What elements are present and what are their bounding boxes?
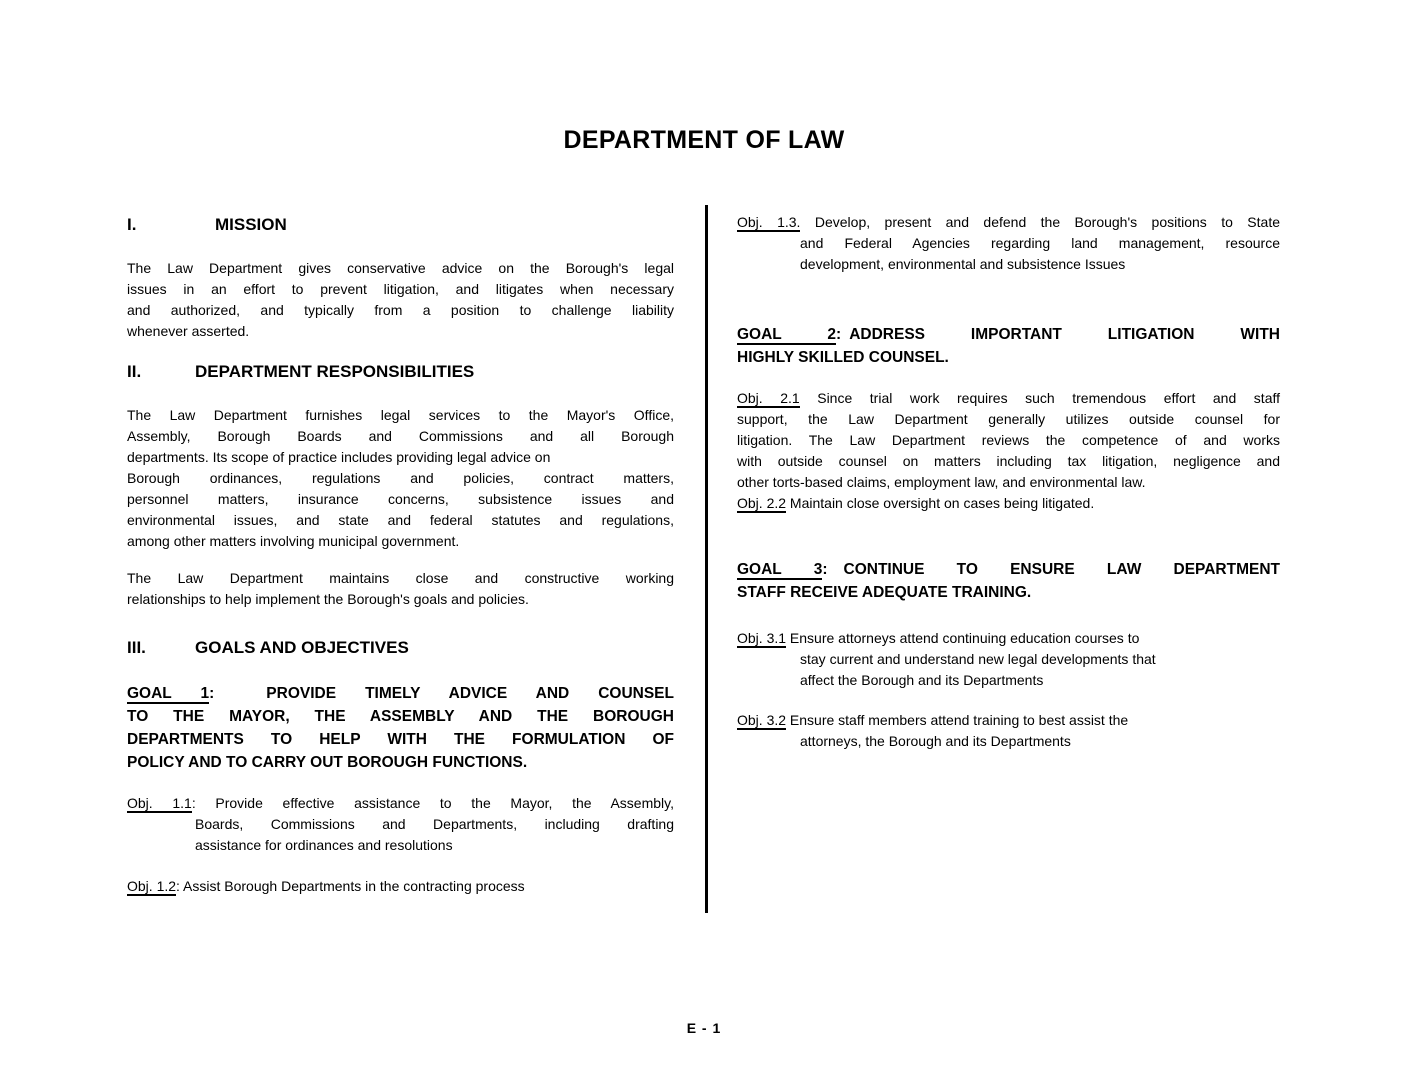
- text-line: Borough ordinances, regulations and policies, contract matters,: [127, 470, 674, 486]
- text-line: STAFF RECEIVE ADEQUATE TRAINING.: [737, 584, 1032, 601]
- heading-numeral: III.: [127, 638, 146, 657]
- text-line: attorneys, the Borough and its Departments: [800, 733, 1071, 749]
- text-line: TO THE MAYOR, THE ASSEMBLY AND THE BOROUGH: [127, 708, 674, 725]
- page-number: E - 1: [686, 1020, 722, 1036]
- text-line: departments. Its scope of practice includes providing legal advice on: [127, 449, 551, 465]
- text-line: Obj. 1.1: Provide effective assistance to the Mayor, the Assembly,: [127, 795, 674, 811]
- text-line: Boards, Commissions and Departments, including drafting: [195, 816, 674, 832]
- underlined-label: GOAL 3: [737, 561, 823, 578]
- text-line: The Law Department maintains close and constructive working: [127, 570, 674, 586]
- underlined-label: Obj. 2.2: [737, 495, 787, 511]
- heading-text: MISSION: [215, 215, 287, 234]
- text-line: Obj. 1.2: Assist Borough Departments in the contracting process: [127, 878, 525, 894]
- objective-3-2: [737, 710, 1280, 752]
- text-line: GOAL 2: ADDRESS IMPORTANT LITIGATION WITH: [737, 326, 1280, 343]
- text-line: POLICY AND TO CARRY OUT BOROUGH FUNCTIONS.: [127, 754, 528, 771]
- objective-3-1: [737, 628, 1280, 691]
- page-title: DEPARTMENT OF LAW: [563, 126, 845, 154]
- text-line: DEPARTMENTS TO HELP WITH THE FORMULATION OF: [127, 731, 674, 748]
- right-column: [737, 205, 1280, 752]
- text-line: Obj. 3.1 Ensure attorneys attend continuing education courses to: [737, 630, 1140, 646]
- underlined-label: GOAL 1: [127, 685, 210, 702]
- left-column: [127, 205, 674, 897]
- responsibilities-paragraph: [127, 405, 674, 552]
- text-line: assistance for ordinances and resolutions: [195, 837, 453, 853]
- heading-text: DEPARTMENT RESPONSIBILITIES: [195, 362, 475, 381]
- text-line: whenever asserted.: [127, 323, 250, 339]
- mission-paragraph: [127, 258, 674, 342]
- heading-numeral: I.: [127, 215, 137, 234]
- objective-1-3: [737, 212, 1280, 275]
- section-heading-responsibilities: [127, 360, 674, 384]
- heading-numeral: II.: [127, 362, 142, 381]
- underlined-label: Obj. 1.1: [127, 795, 192, 811]
- text-line: relationships to help implement the Borough's goals and policies.: [127, 591, 529, 607]
- text-line: among other matters involving municipal government.: [127, 533, 460, 549]
- text-line: support, the Law Department generally utilizes outside counsel for: [737, 411, 1280, 427]
- objective-2-1: [737, 388, 1280, 493]
- goal-2-heading: [737, 323, 1280, 369]
- underlined-label: Obj. 1.3.: [737, 214, 801, 230]
- text-line: Obj. 3.2 Ensure staff members attend training to best assist the: [737, 712, 1129, 728]
- section-heading-goals-objectives: [127, 636, 674, 660]
- text-line: GOAL 1: PROVIDE TIMELY ADVICE AND COUNSEL: [127, 685, 674, 702]
- text-line: and authorized, and typically from a position to challenge liability: [127, 302, 674, 318]
- objective-1-2: [127, 876, 674, 897]
- goal-1-heading: [127, 682, 674, 774]
- text-line: development, environmental and subsistence Issues: [800, 256, 1126, 272]
- text-line: Obj. 2.1 Since trial work requires such tremendous effort and staff: [737, 390, 1281, 406]
- text-line: personnel matters, insurance concerns, subsistence issues and: [127, 491, 674, 507]
- text-line: and Federal Agencies regarding land management, resource: [800, 235, 1280, 251]
- section-heading-mission: [127, 213, 674, 237]
- text-line: stay current and understand new legal developments that: [800, 651, 1156, 667]
- underlined-label: Obj. 1.2: [127, 878, 177, 894]
- objective-1-1: [127, 793, 674, 856]
- text-line: with outside counsel on matters including tax litigation, negligence and: [737, 453, 1280, 469]
- text-line: litigation. The Law Department reviews the competence of and works: [737, 432, 1280, 448]
- objective-2-2: [737, 493, 1280, 514]
- text-line: issues in an effort to prevent litigation, and litigates when necessary: [127, 281, 674, 297]
- text-line: The Law Department gives conservative advice on the Borough's legal: [127, 260, 674, 276]
- goal-3-heading: [737, 558, 1280, 604]
- underlined-label: Obj. 3.1: [737, 630, 787, 646]
- underlined-label: Obj. 2.1: [737, 390, 800, 406]
- column-divider-rule: [705, 205, 708, 913]
- text-line: affect the Borough and its Departments: [800, 672, 1044, 688]
- text-line: Obj. 1.3. Develop, present and defend the Borough's positions to State: [737, 214, 1281, 230]
- text-line: other torts-based claims, employment law, and environmental law.: [737, 474, 1146, 490]
- text-line: GOAL 3: CONTINUE TO ENSURE LAW DEPARTMENT: [737, 561, 1281, 578]
- working-relationships-paragraph: [127, 568, 674, 610]
- text-line: HIGHLY SKILLED COUNSEL.: [737, 349, 949, 366]
- underlined-label: Obj. 3.2: [737, 712, 787, 728]
- text-line: Obj. 2.2 Maintain close oversight on cases being litigated.: [737, 495, 1095, 511]
- underlined-label: GOAL 2: [737, 326, 837, 343]
- text-line: Assembly, Borough Boards and Commissions and all Borough: [127, 428, 674, 444]
- text-line: The Law Department furnishes legal services to the Mayor's Office,: [127, 407, 674, 423]
- text-line: environmental issues, and state and federal statutes and regulations,: [127, 512, 674, 528]
- heading-text: GOALS AND OBJECTIVES: [195, 638, 409, 657]
